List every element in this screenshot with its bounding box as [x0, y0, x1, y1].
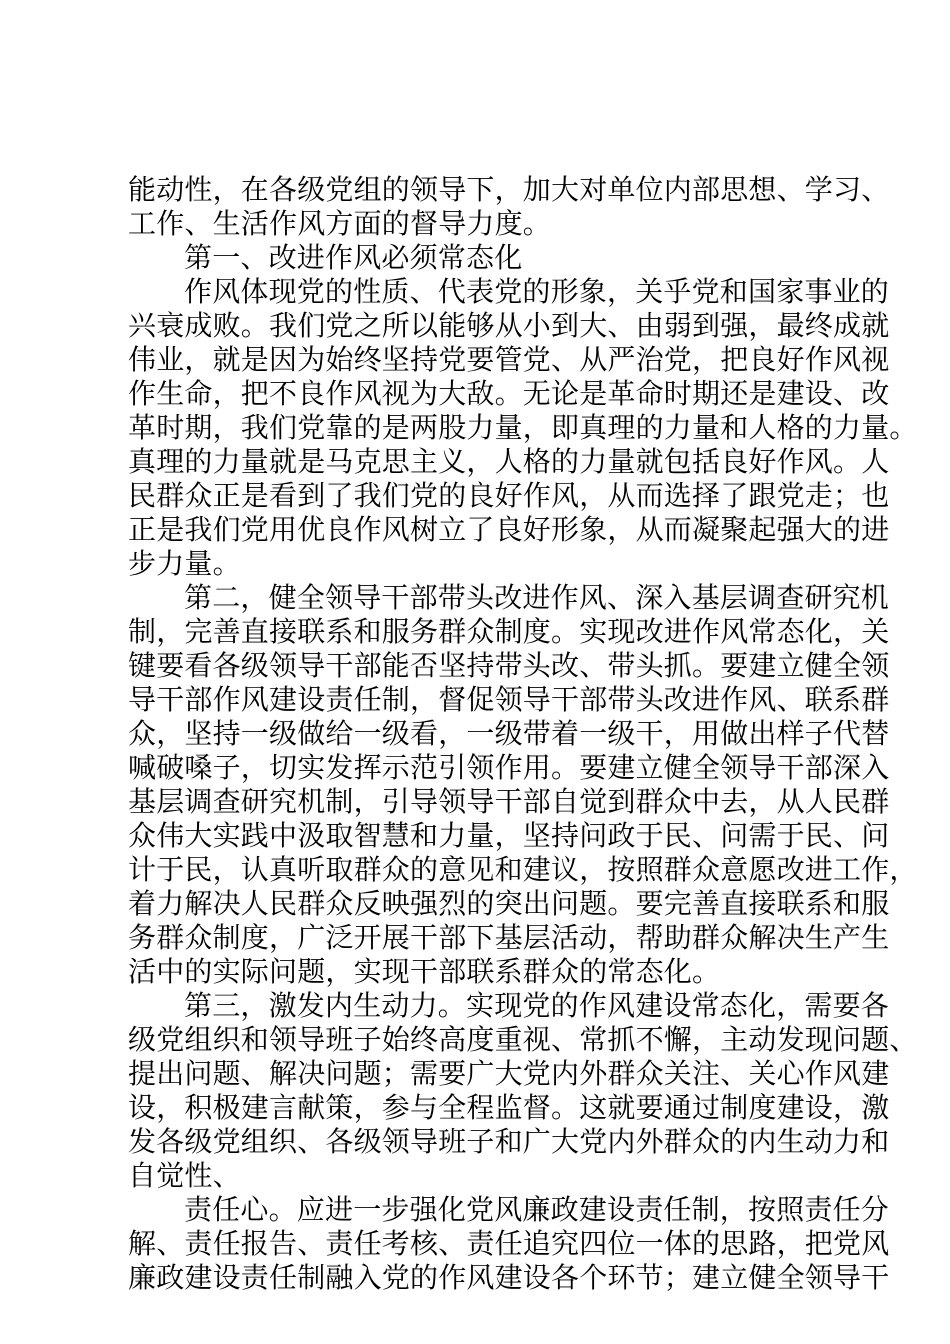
text-line: 伟业，就是因为始终坚持党要管党、从严治党，把良好作风视 — [128, 343, 890, 376]
paragraph-start: 作风体现党的性质、代表党的形象，关乎党和国家事业的 — [184, 275, 890, 308]
text-line: 设，积极建言献策，参与全程监督。这就要通过制度建设，激 — [128, 1091, 890, 1124]
paragraph-start: 第二，健全领导干部带头改进作风、深入基层调查研究机 — [184, 581, 890, 614]
paragraph-start: 责任心。应进一步强化党风廉政建设责任制，按照责任分 — [184, 1193, 890, 1226]
paragraph-start: 第三，激发内生动力。实现党的作风建设常态化，需要各 — [184, 989, 890, 1022]
text-line: 真理的力量就是马克思主义，人格的力量就包括良好作风。人 — [128, 445, 890, 478]
text-line: 务群众制度，广泛开展干部下基层活动，帮助群众解决生产生 — [128, 921, 890, 954]
text-line: 兴衰成败。我们党之所以能够从小到大、由弱到强，最终成就 — [128, 309, 890, 342]
text-line: 制，完善直接联系和服务群众制度。实现改进作风常态化，关 — [128, 615, 890, 648]
text-line: 廉政建设责任制融入党的作风建设各个环节；建立健全领导干 — [128, 1261, 890, 1294]
text-line: 提出问题、解决问题；需要广大党内外群众关注、关心作风建 — [128, 1057, 890, 1090]
text-line: 导干部作风建设责任制，督促领导干部带头改进作风、联系群 — [128, 683, 890, 716]
text-line: 步力量。 — [128, 547, 241, 580]
text-line: 自觉性、 — [128, 1159, 241, 1192]
text-line: 解、责任报告、责任考核、责任追究四位一体的思路，把党风 — [128, 1227, 890, 1260]
text-line: 发各级党组织、各级领导班子和广大党内外群众的内生动力和 — [128, 1125, 890, 1158]
text-line: 作生命，把不良作风视为大敌。无论是革命时期还是建设、改 — [128, 377, 890, 410]
text-line: 喊破嗓子，切实发挥示范引领作用。要建立健全领导干部深入 — [128, 751, 890, 784]
section-heading: 第一、改进作风必须常态化 — [184, 241, 523, 274]
text-line: 众，坚持一级做给一级看，一级带着一级干，用做出样子代替 — [128, 717, 890, 750]
text-line: 基层调查研究机制，引导领导干部自觉到群众中去，从人民群 — [128, 785, 890, 818]
text-line: 能动性，在各级党组的领导下，加大对单位内部思想、学习、 — [128, 173, 890, 206]
text-line: 键要看各级领导干部能否坚持带头改、带头抓。要建立健全领 — [128, 649, 890, 682]
text-line: 活中的实际问题，实现干部联系群众的常态化。 — [128, 955, 721, 988]
text-line: 民群众正是看到了我们党的良好作风，从而选择了跟党走；也 — [128, 479, 890, 512]
text-line: 众伟大实践中汲取智慧和力量，坚持问政于民、问需于民、问 — [128, 819, 890, 852]
text-line: 革时期，我们党靠的是两股力量，即真理的力量和人格的力量。 — [128, 411, 918, 444]
text-line: 级党组织和领导班子始终高度重视、常抓不懈，主动发现问题、 — [128, 1023, 918, 1056]
text-line: 计于民，认真听取群众的意见和建议，按照群众意愿改进工作， — [128, 853, 918, 886]
text-line: 着力解决人民群众反映强烈的突出问题。要完善直接联系和服 — [128, 887, 890, 920]
text-line: 正是我们党用优良作风树立了良好形象，从而凝聚起强大的进 — [128, 513, 890, 546]
text-line: 工作、生活作风方面的督导力度。 — [128, 207, 552, 240]
